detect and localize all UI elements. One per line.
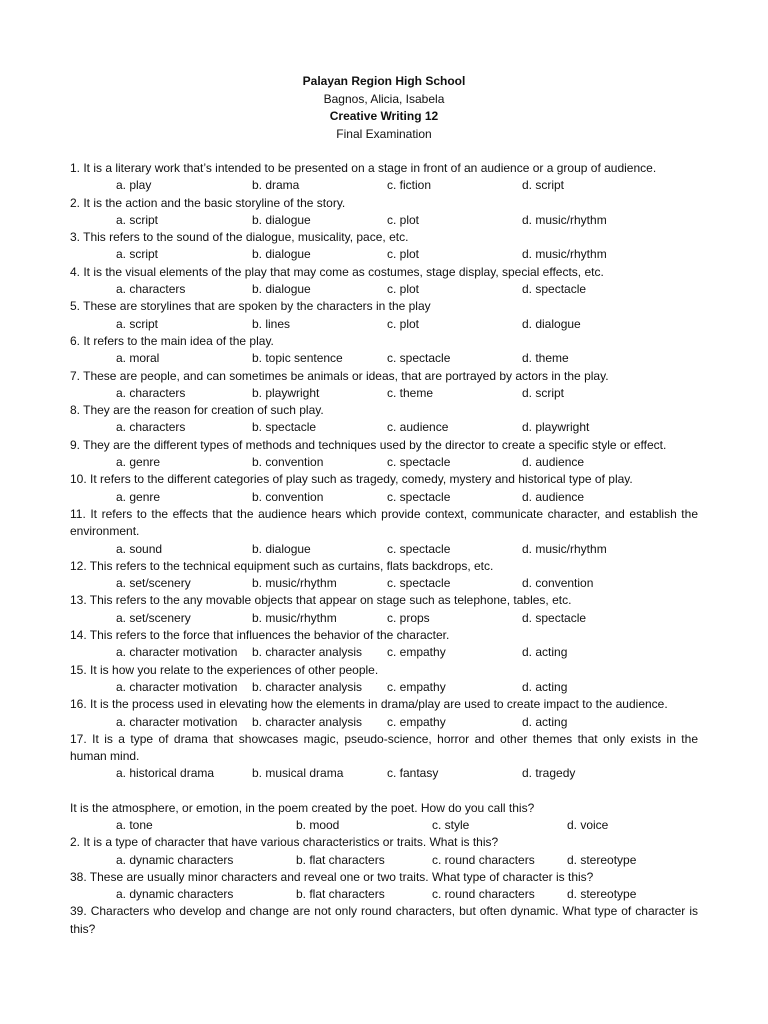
answer-option: b. flat characters	[296, 852, 385, 867]
answer-option: b. musical drama	[252, 766, 344, 781]
answer-options	[70, 246, 698, 263]
answer-option: b. music/rhythm	[252, 576, 337, 591]
answer-option: d. script	[522, 385, 565, 400]
answer-option: a. tone	[116, 817, 153, 832]
answer-option: c. plot	[387, 212, 420, 227]
exam-header	[0, 73, 768, 143]
question-stem: 6. It refers to the main idea of the play.	[70, 333, 274, 348]
answer-option: a. characters	[116, 385, 186, 400]
question-item	[70, 558, 698, 593]
answer-option: a. dynamic characters	[116, 887, 234, 902]
answer-option: a. play	[116, 178, 152, 193]
answer-option: d. spectacle	[522, 610, 587, 625]
question-item	[70, 731, 698, 783]
answer-options	[70, 385, 698, 402]
answer-option: b. playwright	[252, 385, 320, 400]
question-stem: 15. It is how you relate to the experiences of other people.	[70, 662, 379, 677]
answer-option: c. empathy	[387, 679, 446, 694]
answer-option: c. empathy	[387, 645, 446, 660]
answer-option: d. playwright	[522, 420, 590, 435]
question-item	[70, 368, 698, 403]
answer-option: a. sound	[116, 541, 163, 556]
answer-option: d. acting	[522, 645, 568, 660]
answer-option: a. genre	[116, 455, 161, 470]
answer-options	[70, 212, 698, 229]
answer-option: b. dialogue	[252, 212, 311, 227]
answer-option: a. characters	[116, 420, 186, 435]
answer-option: d. tragedy	[522, 766, 576, 781]
answer-option: c. spectacle	[387, 351, 451, 366]
answer-options	[70, 454, 698, 471]
answer-option: a. script	[116, 316, 159, 331]
question-item	[70, 696, 698, 731]
answer-options	[70, 852, 698, 869]
question-stem: It is the atmosphere, or emotion, in the poem created by the poet. How do you call this?	[70, 800, 535, 815]
answer-options	[70, 316, 698, 333]
answer-option: b. character analysis	[252, 679, 363, 694]
question-item	[70, 264, 698, 299]
answer-option: d. audience	[522, 455, 585, 470]
answer-option: c. spectacle	[387, 576, 451, 591]
answer-option: b. dialogue	[252, 541, 311, 556]
answer-option: a. characters	[116, 282, 186, 297]
answer-options	[70, 886, 698, 903]
answer-option: d. music/rhythm	[522, 247, 607, 262]
answer-option: a. character motivation	[116, 645, 238, 660]
question-stem: 1. It is a literary work that’s intended to be presented on a stage in front of an audience or a group of audience.	[70, 161, 657, 175]
question-stem: 7. These are people, and can sometimes be animals or ideas, that are portrayed by actors in the play.	[70, 368, 609, 383]
question-stem: 12. This refers to the technical equipment such as curtains, flats backdrops, etc.	[70, 558, 494, 573]
question-item	[70, 627, 698, 662]
question-stem: 10. It refers to the different categories of play such as tragedy, comedy, mystery and historical type of play.	[70, 472, 633, 487]
exam-title: Final Examination	[336, 126, 432, 141]
answer-option: d. convention	[522, 576, 594, 591]
answer-option: b. dialogue	[252, 247, 311, 262]
answer-options	[70, 350, 698, 367]
answer-options	[70, 610, 698, 627]
answer-option: b. spectacle	[252, 420, 317, 435]
answer-option: b. topic sentence	[252, 351, 343, 366]
answer-option: a. set/scenery	[116, 610, 191, 625]
answer-option: c. spectacle	[387, 455, 451, 470]
question-item	[70, 195, 698, 230]
answer-option: c. plot	[387, 282, 420, 297]
question-stem: 13. This refers to the any movable objects that appear on stage such as telephone, tables, etc.	[70, 593, 572, 608]
question-item	[70, 903, 698, 938]
answer-option: a. script	[116, 247, 159, 262]
question-list	[70, 160, 698, 938]
answer-option: c. theme	[387, 385, 434, 400]
answer-option: d. theme	[522, 351, 569, 366]
question-item	[70, 333, 698, 368]
answer-option: b. music/rhythm	[252, 610, 337, 625]
question-stem: 39. Characters who develop and change are not only round characters, but often dynamic. What type of character is this?	[70, 904, 698, 936]
answer-option: c. empathy	[387, 714, 446, 729]
answer-option: a. genre	[116, 489, 161, 504]
question-item	[70, 229, 698, 264]
answer-option: c. audience	[387, 420, 449, 435]
question-stem: 2. It is a type of character that have various characteristics or traits. What is this?	[70, 835, 499, 850]
answer-option: b. mood	[296, 817, 340, 832]
answer-option: b. character analysis	[252, 714, 363, 729]
answer-option: c. spectacle	[387, 541, 451, 556]
question-stem: 17. It is a type of drama that showcases magic, pseudo-science, horror and other themes that only exists in the human mind.	[70, 731, 698, 764]
answer-option: b. convention	[252, 489, 324, 504]
answer-option: b. lines	[252, 316, 291, 331]
answer-option: a. moral	[116, 351, 160, 366]
question-stem: 38. These are usually minor characters and reveal one or two traits. What type of character is this?	[70, 869, 594, 884]
answer-option: d. acting	[522, 679, 568, 694]
question-item	[70, 298, 698, 333]
question-item	[70, 592, 698, 627]
question-stem: 2. It is the action and the basic storyline of the story.	[70, 195, 346, 210]
answer-option: a. character motivation	[116, 714, 238, 729]
answer-option: d. music/rhythm	[522, 212, 607, 227]
answer-option: b. flat characters	[296, 887, 385, 902]
answer-option: c. round characters	[432, 852, 535, 867]
answer-option: c. props	[387, 610, 430, 625]
question-item	[70, 437, 698, 472]
answer-options	[70, 489, 698, 506]
answer-option: b. convention	[252, 455, 324, 470]
answer-option: b. drama	[252, 178, 300, 193]
answer-options	[70, 419, 698, 436]
answer-options	[70, 644, 698, 661]
answer-options	[70, 765, 698, 782]
answer-options	[70, 575, 698, 592]
answer-option: a. dynamic characters	[116, 852, 234, 867]
answer-option: d. dialogue	[522, 316, 581, 331]
answer-options	[70, 679, 698, 696]
question-item	[70, 800, 698, 835]
question-stem: 11. It refers to the effects that the audience hears which provide context, communicate character, and establish the environment.	[70, 506, 698, 539]
answer-option: b. character analysis	[252, 645, 363, 660]
question-stem: 4. It is the visual elements of the play that may come as costumes, stage display, special effects, etc.	[70, 264, 604, 279]
answer-option: c. round characters	[432, 887, 535, 902]
question-stem: 9. They are the different types of methods and techniques used by the director to create a specific style or effect.	[70, 437, 667, 452]
answer-option: d. music/rhythm	[522, 541, 607, 556]
answer-option: a. set/scenery	[116, 576, 191, 591]
question-stem: 5. These are storylines that are spoken by the characters in the play	[70, 299, 431, 314]
question-item	[70, 834, 698, 869]
answer-options	[70, 541, 698, 558]
answer-option: c. plot	[387, 316, 420, 331]
answer-option: c. fantasy	[387, 766, 439, 781]
question-item	[70, 402, 698, 437]
subject-title: Creative Writing 12	[329, 109, 439, 123]
question-stem: 8. They are the reason for creation of such play.	[70, 403, 324, 418]
answer-option: c. plot	[387, 247, 420, 262]
answer-option: d. stereotype	[567, 887, 637, 902]
answer-option: d. spectacle	[522, 282, 587, 297]
answer-option: c. spectacle	[387, 489, 451, 504]
question-stem: 3. This refers to the sound of the dialogue, musicality, pace, etc.	[70, 230, 409, 245]
question-item	[70, 662, 698, 697]
school-name: Palayan Region High School	[302, 74, 466, 88]
answer-options	[70, 714, 698, 731]
answer-option: d. stereotype	[567, 852, 637, 867]
question-item	[70, 869, 698, 904]
answer-options	[70, 177, 698, 194]
question-item	[70, 471, 698, 506]
answer-option: d. voice	[567, 817, 609, 832]
question-item	[70, 160, 698, 195]
answer-option: a. script	[116, 212, 159, 227]
question-item	[70, 506, 698, 558]
answer-option: d. acting	[522, 714, 568, 729]
answer-option: c. style	[432, 817, 470, 832]
answer-options	[70, 281, 698, 298]
authors: Bagnos, Alicia, Isabela	[323, 91, 445, 106]
question-stem: 14. This refers to the force that influences the behavior of the character.	[70, 628, 450, 643]
answer-options	[70, 817, 698, 834]
answer-option: d. script	[522, 178, 565, 193]
answer-option: d. audience	[522, 489, 585, 504]
section-gap	[70, 783, 698, 800]
answer-option: a. character motivation	[116, 679, 238, 694]
answer-option: b. dialogue	[252, 282, 311, 297]
answer-option: c. fiction	[387, 178, 432, 193]
answer-option: a. historical drama	[116, 766, 215, 781]
question-stem: 16. It is the process used in elevating how the elements in drama/play are used to create impact to the audience.	[70, 697, 668, 712]
